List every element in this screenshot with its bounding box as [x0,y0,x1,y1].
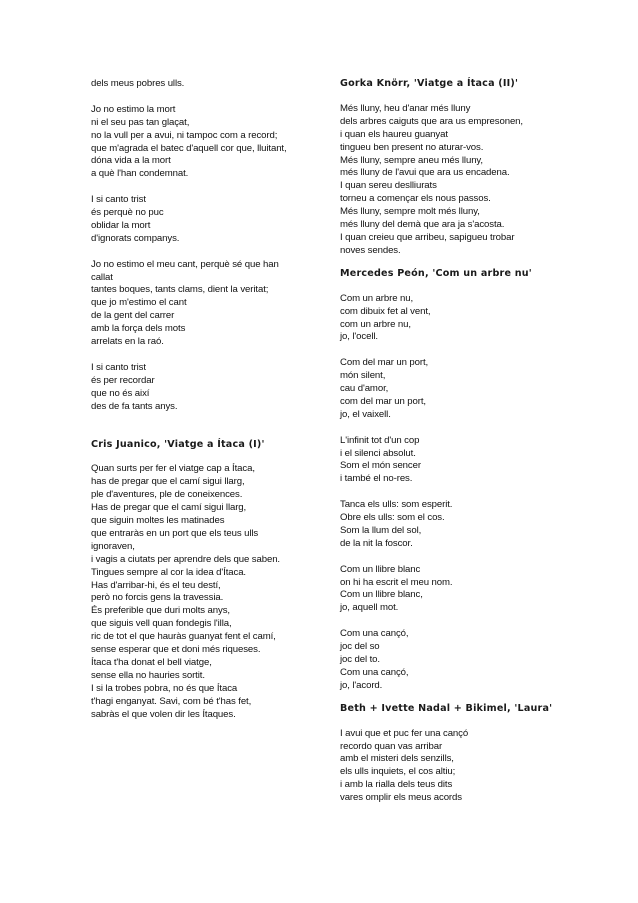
lyric-line: de la nit la foscor. [340,537,413,549]
lyric-line: Som el món sencer [340,460,421,472]
lyric-line: noves sendes. [340,244,401,256]
lyric-line: Has de pregar que el camí sigui llarg, [91,502,247,514]
lyric-line: més lluny de l'avui que ara us encadena. [340,167,510,179]
lyric-line: sense ella no hauries sortit. [91,669,205,681]
lyric-line: Som la llum del sol, [340,524,422,536]
lyric-line: que siguin moltes les matinades [91,515,225,527]
lyric-line: que m'agrada el batec d'aquell cor que, lluitant, [91,142,287,154]
lyric-line: a què l'han condemnat. [91,168,189,180]
lyric-line: on hi ha escrit el meu nom. [340,576,453,588]
lyric-line: Més lluny, sempre molt més lluny, [340,206,480,218]
lyric-line: I quan sereu deslliurats [340,180,437,192]
lyric-line: t'hagi enganyat. Savi, com bé t'has fet, [91,695,252,707]
stanza-gap [340,422,590,435]
lyric-line: Com un arbre nu, [340,292,414,304]
song-heading: Beth + Ivette Nadal + Bikimel, 'Laura' [340,702,553,714]
lyric-line: Com una cançó, [340,628,409,640]
lyric-line: Ítaca t'ha donat el bell viatge, [91,657,212,668]
lyric-line: Com una cançó, [340,666,409,678]
lyric-line: ignoraven, [91,540,135,552]
stanza-gap [340,258,590,268]
lyric-line: És preferible que duri molts anys, [91,605,230,617]
left-column [91,78,326,722]
lyric-line: Més lluny, heu d'anar més lluny [340,102,471,114]
stanza-gap [340,693,590,703]
lyric-line: arrelats en la raó. [91,336,164,348]
lyric-line: món silent, [340,370,386,382]
lyric-line: que entraràs en un port que els teus ulls [91,527,259,539]
lyric-line: des de fa tants anys. [91,400,178,412]
lyric-line: ni el seu pas tan glaçat, [91,116,190,128]
stanza-gap [340,91,590,103]
lyric-line: Com del mar un port, [340,357,429,369]
lyric-line: cau d'amor, [340,383,389,395]
lyric-line: I avui que et puc fer una cançó [340,727,469,739]
lyric-line: no la vull per a avui, ni tampoc com a record; [91,129,278,141]
song-heading: Mercedes Peón, 'Com un arbre nu' [340,267,532,279]
stanza-gap [340,551,590,564]
lyric-line: dels meus pobres ulls. [91,78,185,89]
stanza-gap [340,344,590,357]
lyric-line: joc del to. [340,653,380,665]
lyric-line: i també el no-res. [340,473,413,485]
lyric-line: dels arbres caiguts que ara us empresonen, [340,115,523,127]
lyric-line: d'ignorats companys. [91,232,180,244]
lyric-line: Jo no estimo la mort [91,103,176,115]
lyric-line: jo, el vaixell. [340,408,391,420]
lyric-line: I quan creieu que arribeu, sapigueu trobar [340,231,515,243]
lyric-line: amb el misteri dels senzills, [340,753,454,765]
stanza-gap [340,486,590,499]
lyric-line: és perquè no puc [91,207,164,219]
lyric-line: com del mar un port, [340,395,426,407]
stanza-gap [91,246,326,259]
lyric-line: i amb la rialla dels teus dits [340,779,453,791]
lyric-line: I si canto trist [91,194,146,206]
lyric-line: amb la força dels mots [91,323,186,335]
lyric-line: dóna vida a la mort [91,155,171,167]
lyric-line: jo, l'acord. [340,679,383,691]
stanza-gap [91,91,326,104]
stanza-gap [91,349,326,362]
lyric-line: Més lluny, sempre aneu més lluny, [340,154,483,166]
lyric-line: sense esperar que et doni més riqueses. [91,644,261,656]
lyric-line: Tingues sempre al cor la idea d'Ítaca. [91,566,246,578]
lyric-line: Obre els ulls: som el cos. [340,512,445,524]
lyric-line: recordo quan vas arribar [340,740,443,752]
lyric-line: i vagis a ciutats per aprendre dels que saben. [91,553,280,565]
lyric-line: els ulls inquiets, el cos altiu; [340,766,456,778]
stanza-gap [91,451,326,463]
lyric-line: tantes boques, tants clams, dient la veritat; [91,284,269,296]
lyric-line: és per recordar [91,374,155,386]
lyric-line: que jo m'estimo el cant [91,297,187,309]
lyric-line: ric de tot el que hauràs guanyat fent el camí, [91,631,276,643]
lyric-line: que siguis vell quan fondegis l'illa, [91,618,232,630]
stanza-gap [340,281,590,293]
stanza-gap [340,615,590,628]
lyric-line: jo, l'ocell. [340,331,378,343]
lyric-line: vares omplir els meus acords [340,792,462,804]
stanza-gap [340,716,590,728]
lyric-line: tingueu ben present no aturar-vos. [340,141,484,153]
lyric-line: Quan surts per fer el viatge cap a Ítaca, [91,463,255,475]
lyric-line: que no és així [91,387,150,399]
lyric-line: I si la trobes pobra, no és que Ítaca [91,682,238,694]
lyric-line: i el silenci absolut. [340,447,416,459]
lyric-line: has de pregar que el camí sigui llarg, [91,476,245,488]
lyric-line: callat [91,271,113,283]
lyric-line: Has d'arribar-hi, és el teu destí, [91,579,221,591]
lyric-line: sabràs el que volen dir les Ítaques. [91,708,236,720]
song-heading: Cris Juanico, 'Viatge a Ítaca (I)' [91,438,265,450]
lyric-line: Com un llibre blanc, [340,589,423,601]
stanza-gap [91,181,326,194]
lyric-line: com un arbre nu, [340,318,411,330]
lyric-line: I si canto trist [91,361,146,373]
lyric-line: més lluny del demà que ara ja s'acosta. [340,219,505,231]
lyric-line: oblidar la mort [91,219,151,231]
lyric-line: torneu a començar els nous passos. [340,193,491,205]
lyric-line: L'infinit tot d'un cop [340,434,420,446]
right-column [340,78,590,805]
lyric-line: de la gent del carrer [91,310,175,322]
lyric-line: jo, aquell mot. [340,602,399,614]
stanza-gap [91,414,326,439]
lyric-line: ple d'aventures, ple de coneixences. [91,489,243,501]
lyric-line: joc del so [340,641,380,653]
lyric-line: com dibuix fet al vent, [340,305,431,317]
lyric-line: Tanca els ulls: som esperit. [340,499,453,511]
lyric-line: i quan els haureu guanyat [340,128,448,140]
lyric-line: Jo no estimo el meu cant, perquè sé que han [91,258,279,270]
lyric-line: Com un llibre blanc [340,563,421,575]
song-heading: Gorka Knörr, 'Viatge a Ítaca (II)' [340,78,519,89]
lyric-line: però no forcis gens la travessia. [91,592,224,604]
